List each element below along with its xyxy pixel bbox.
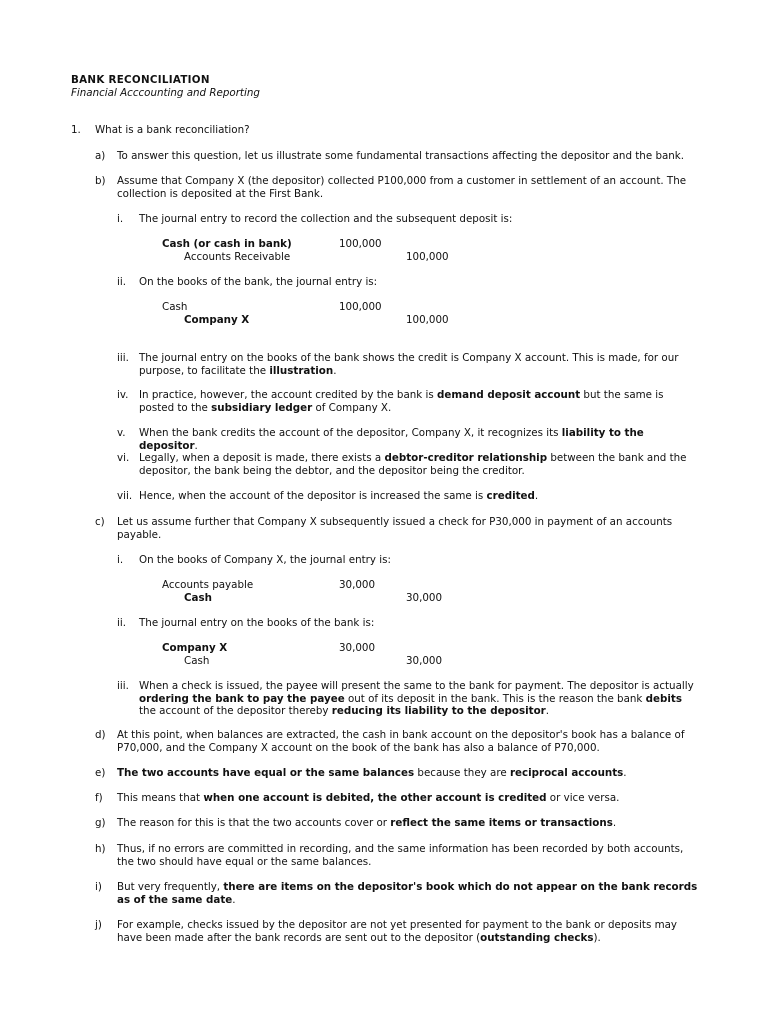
item-label: b)	[95, 175, 106, 187]
entry-debit: 30,000	[339, 579, 376, 591]
item-label: i)	[95, 881, 102, 893]
entry-credit: 100,000	[406, 251, 449, 263]
sub-item-label: iv.	[117, 389, 129, 401]
sub-item-label: vi.	[117, 452, 130, 464]
item-c-text: Let us assume further that Company X subsequently issued a check for P30,000 in payment of an accounts payable.	[117, 516, 673, 541]
sub-item-label: ii.	[117, 276, 126, 288]
entry-account: Cash (or cash in bank)	[162, 238, 292, 250]
entry-debit: 30,000	[339, 642, 376, 654]
item-i-text: But very frequently, there are items on the depositor's book which do not appear on the bank records as of the same date.	[117, 881, 698, 906]
sub-item-label: ii.	[117, 617, 126, 629]
entry-account: Accounts Receivable	[184, 251, 291, 263]
entry-account: Company X	[184, 314, 250, 326]
sub-item-text: Hence, when the account of the depositor is increased the same is credited.	[139, 490, 539, 502]
item-label: d)	[95, 729, 106, 741]
item-d-text: At this point, when balances are extracted, the cash in bank account on the depositor's book has a balance of P70,000, and the Company X account on the book of the bank has also a balance of P70,000.	[117, 729, 685, 754]
question-text: What is a bank reconciliation?	[95, 124, 250, 136]
item-label: h)	[95, 843, 106, 855]
item-label: a)	[95, 150, 106, 162]
entry-credit: 100,000	[406, 314, 449, 326]
entry-credit: 30,000	[406, 592, 443, 604]
item-a-text: To answer this question, let us illustrate some fundamental transactions affecting the depositor and the bank.	[117, 150, 685, 162]
document-title: BANK RECONCILIATION	[71, 74, 210, 86]
item-label: e)	[95, 767, 106, 779]
sub-item-text: Legally, when a deposit is made, there exists a debtor-creditor relationship between the bank and the depositor, the bank being the debtor, and the depositor being the creditor.	[139, 452, 687, 477]
item-label: c)	[95, 516, 105, 528]
sub-item-text: The journal entry on the books of the bank is:	[139, 617, 375, 629]
entry-credit: 30,000	[406, 655, 443, 667]
entry-account: Cash	[184, 655, 210, 667]
item-h-text: Thus, if no errors are committed in recording, and the same information has been recorded by both accounts, the two should have equal or the same balances.	[117, 843, 684, 868]
sub-item-text: On the books of Company X, the journal entry is:	[139, 554, 391, 566]
document-subtitle: Financial Acccounting and Reporting	[71, 87, 260, 99]
item-label: g)	[95, 817, 106, 829]
sub-item-text: The journal entry to record the collection and the subsequent deposit is:	[139, 213, 513, 225]
entry-account: Cash	[184, 592, 212, 604]
sub-item-text: On the books of the bank, the journal entry is:	[139, 276, 378, 288]
item-g-text: The reason for this is that the two accounts cover or reflect the same items or transactions.	[117, 817, 617, 829]
item-f-text: This means that when one account is debited, the other account is credited or vice versa.	[117, 792, 620, 804]
entry-account: Company X	[162, 642, 228, 654]
entry-account: Accounts payable	[162, 579, 254, 591]
sub-item-text: The journal entry on the books of the bank shows the credit is Company X account. This is made, for our purpose, to facilitate the illustration.	[139, 352, 679, 377]
sub-item-label: iii.	[117, 352, 129, 364]
item-label: j)	[95, 919, 102, 931]
item-j-text: For example, checks issued by the depositor are not yet presented for payment to the bank or deposits may have been made after the bank records are sent out to the depositor (outstanding checks).	[117, 919, 678, 944]
entry-account: Cash	[162, 301, 188, 313]
entry-debit: 100,000	[339, 238, 382, 250]
sub-item-label: i.	[117, 554, 124, 566]
sub-item-label: iii.	[117, 680, 129, 692]
item-e-text: The two accounts have equal or the same balances because they are reciprocal accounts.	[117, 767, 627, 779]
sub-item-text: In practice, however, the account credited by the bank is demand deposit account but the same is posted to the subsidiary ledger of Company X.	[139, 389, 664, 414]
sub-item-label: i.	[117, 213, 124, 225]
sub-item-label: vii.	[117, 490, 133, 502]
sub-item-text: When the bank credits the account of the depositor, Company X, it recognizes its liability to the depositor.	[139, 427, 644, 452]
sub-item-label: v.	[117, 427, 126, 439]
item-label: f)	[95, 792, 103, 804]
entry-debit: 100,000	[339, 301, 382, 313]
item-b-text: Assume that Company X (the depositor) collected P100,000 from a customer in settlement of an account. The collection is deposited at the First Bank.	[117, 175, 687, 200]
question-number: 1.	[71, 124, 81, 136]
sub-item-text: When a check is issued, the payee will present the same to the bank for payment. The depositor is actually ordering the bank to pay the payee out of its deposit in the bank. This is the reason the bank debits the account of the depositor thereby reducing its liability to the depositor.	[139, 680, 694, 717]
